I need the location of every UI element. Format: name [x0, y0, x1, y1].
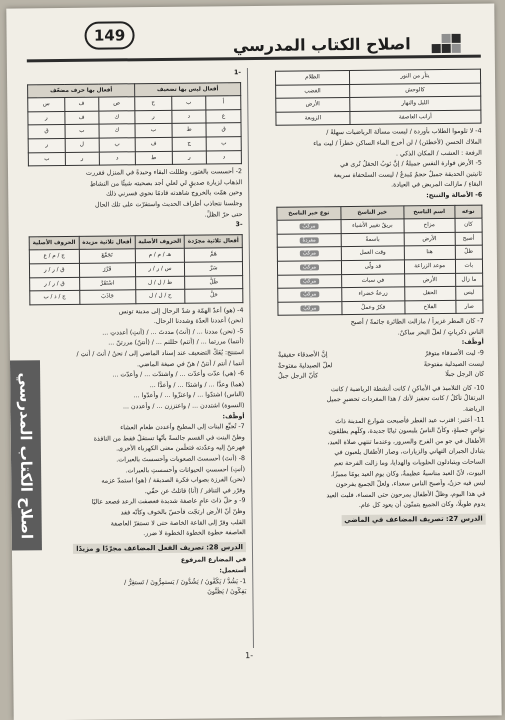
text-line: الرفعة : العشب / المكان الذكي .: [395, 149, 482, 158]
table-header-cell: الحروف الأصلية: [135, 235, 185, 249]
exercise-1-table: [27, 82, 242, 167]
table-cell: ج: [172, 137, 207, 151]
table-cell: ج / م / ع: [29, 250, 79, 264]
text-line: 5- (نحن) مددنا ... / (أنتَ) مددتَ ... / (أنتِ) أعددتِ ...: [102, 327, 244, 337]
table-header-cell: أفعال ثلاثية مزيدة: [79, 235, 135, 249]
table-cell: ب: [99, 138, 136, 152]
table-cell: [278, 301, 342, 315]
pair-left: 9- ليت الأصدقاء متوفرٌ: [424, 349, 484, 358]
table-cell: ما زال: [455, 273, 483, 287]
type-badge: مركبٌ: [300, 278, 319, 284]
textbook-page: [6, 3, 501, 720]
column-divider: [247, 68, 254, 648]
text-line: الأطفال في جو من الفرح والسرور، وعندما تنتهي صلاة العيد،: [327, 437, 485, 447]
table-cell: هَمَّ: [185, 248, 243, 262]
table-cell: ع: [206, 109, 241, 123]
text-line: 1- يَشُدُّ / يَكُفُّونَ / يَشُدُّونَ / يَستمِرُّونَ / تَستقِرُّ /: [124, 577, 247, 586]
table-cell: وقت العمل: [341, 246, 404, 260]
table-cell: ر: [135, 110, 172, 124]
lesson-28-title: الدرس 28: تصريف الفعل المضاعف مجرّدًا و مزيدًا: [73, 542, 246, 554]
text-line: وظنّ البنت في القسم جالسةً بأنّها تستقلّ فقط من النافذة: [93, 433, 245, 443]
table-cell: ق / ر / ر: [29, 263, 79, 277]
text-line: استنتج: يُفَكُّ التضعيف عند إسناد الماضي إلى / نحنُ / أنتَ / أنتِ /: [76, 349, 244, 358]
text-line: 4- (هو) أعدّ الهمّة و شدّ الرحال إلى مدينة تونس: [118, 306, 244, 316]
type-badge: مركبٌ: [300, 264, 319, 270]
table-cell: الحقل: [405, 286, 456, 300]
table-header-cell: الحروف الأصلية: [29, 236, 79, 250]
table-cell: ب: [135, 124, 172, 138]
text-line: 7- كان المطر غزيراً / مازالت الطائرة جاثمةً / أصبح: [350, 317, 484, 327]
verb-table: [276, 204, 483, 316]
table-cell: كالوحش: [349, 83, 480, 98]
table-cell: ف: [135, 137, 172, 151]
table-cell: ق: [206, 123, 241, 137]
exercise-label: -3: [235, 221, 243, 229]
table-cell: الزوبعة: [276, 111, 350, 125]
table-cell: ط: [172, 123, 207, 137]
table-cell: ق / ر / ر: [30, 277, 80, 291]
table-cell: ر: [172, 151, 207, 165]
text-line: وقرّر في التنافر / (أنا) قاتلتُ عن حقّي.: [144, 486, 246, 495]
table-header-cell: أفعال بها حرف مضعّف: [28, 83, 135, 98]
text-line: يتبادل الجيران التهاني والزيارات، وصار الأطفال يلعبون في: [334, 447, 485, 457]
table-cell: ق: [28, 125, 65, 139]
text-line: يدوم طويلًا، وكان الجميع يتمنّون أن يعود كل عام.: [358, 500, 486, 510]
table-cell: ف: [65, 111, 99, 125]
table-cell: أصبح: [455, 232, 483, 246]
text-line: (النسوة) اشتددن ... / واعتززن ... / وأعددن ...: [122, 402, 245, 411]
right-column: [275, 66, 486, 530]
table-cell: ط: [135, 151, 172, 165]
table-cell: الأرض: [404, 232, 455, 246]
left-column: [27, 68, 247, 600]
table-cell: ر: [28, 111, 65, 125]
lesson-27-title: الدرس 27: تصريف المضاعف في الماضي: [341, 514, 486, 526]
table-cell: د: [207, 150, 242, 164]
table-cell: ح / ل / ل: [135, 289, 185, 303]
table-cell: [278, 274, 342, 288]
table-header-cell: خبر الناسخ: [341, 205, 404, 219]
type-badge: مفردةٌ: [299, 237, 318, 243]
text-line: (نحن) الفرزة بصواب فكرة الصديقة / (هو) استمدّ عزمه: [101, 476, 246, 485]
table-header-cell: أفعال ليس بها تضعيف: [135, 82, 241, 97]
text-line: 7- تُجبِّع البنات إلى المطبخ وأعددن طعام العشاء: [120, 423, 245, 432]
text-line: الرياضة.: [462, 405, 485, 413]
text-line: الساحات ويتبادلون الحلويات والهدايا، وما زالت الفرحة تعم: [334, 458, 486, 468]
text-line: يَفِكُّونَ / يَظُنُّونَ: [207, 588, 247, 596]
text-line: وجلسنا نتجاذب أطراف الحديث واستقرّت على تلك الحال: [94, 200, 243, 209]
text-line: فهرعنّ إليه وعدّدته فتعلّمن معنى الكهرباء الأخرى.: [116, 444, 245, 453]
table-cell: الأرض: [276, 98, 350, 112]
table-header-cell: اسم الناسخ: [404, 205, 455, 219]
table-cell: ص: [98, 97, 135, 111]
text-line: ثانيتين الحديقة جميلٌ حجمٌ مُبدعٌ / ليست السلحفاة سريعة: [333, 170, 483, 179]
text-line: (نحن) أعددنا العدّة وشددنا الرحال.: [153, 317, 244, 326]
text-line: البقاءِ / مازالت المريض في العيادة.: [391, 180, 483, 189]
table-cell: هـ / م / م: [135, 249, 185, 263]
table-cell: أ: [206, 96, 241, 110]
text-line: (أنتِ) أحسستِ الحيوانات وأحسستِ بالعبرات.: [125, 465, 246, 474]
table-row: [30, 289, 243, 305]
table-cell: ب: [65, 124, 99, 138]
table-cell: باسمةٌ: [341, 233, 404, 247]
header-squares-decoration: [421, 34, 461, 56]
type-badge: مركبٌ: [299, 223, 318, 229]
table-cell: الفلاح: [405, 300, 456, 314]
text-line: حتى حرّ الظلِّ.: [204, 210, 243, 219]
table-cell: سَرَّ: [185, 262, 243, 276]
text-line: البرتقالُ تأكلُ / كانت تحفيز لأنك / هذا المفردات تحضيرٍ جميل: [326, 395, 485, 404]
table-cell: مزاح: [404, 219, 455, 233]
table-header-cell: أفعال ثلاثية مجرّدة: [184, 234, 242, 248]
text-line: وحين همّت بالخروج شاهدته قادمًا نحوي فسرني ذلك: [106, 189, 243, 198]
exercise-3-table: [29, 234, 244, 305]
table-cell: ر: [28, 138, 65, 152]
type-badge: مركبٌ: [300, 291, 319, 297]
text-line: الناس ذكرياتٍ / لعلّ البحر ساكنٌ.: [397, 328, 484, 337]
text-line: الذهاب لزيارة صديقٍ لي لعلي أجد بصحبته شيئًا من النشاطِ: [89, 178, 243, 188]
pair-left: ليست الصيدلية مفتوحةً: [423, 360, 485, 368]
table-header-cell: نوعه: [454, 205, 482, 219]
text-line: الملاك الحسن (لأخطئن) / لن أخرج الماء الساكن خطراً / ليت ماء: [313, 138, 482, 148]
table-cell: [277, 220, 341, 234]
text-line: 5- الأرض فوارة النفس جميلةٌ / إنَّ ثوبُ الحقلُ تُرى في: [340, 159, 482, 169]
text-line: 6- (هي) عدّت وأعدّت ... / واشتدّت ... / وأعدّت ...: [112, 370, 245, 379]
table-cell: فكرٌ وعملٌ: [342, 301, 405, 315]
table-cell: زرعةٌ خضراء: [341, 287, 404, 301]
table-cell: ب: [28, 152, 65, 166]
pair-left: كان الرجل جبلًا: [445, 370, 485, 379]
sub-heading: أوظّف:: [222, 412, 245, 420]
table-cell: [277, 247, 341, 261]
table-cell: ح: [135, 97, 172, 111]
text-line: (الناس) اشتدّوا ... / واعتزّوا ... / وأعدّوا ...: [133, 391, 245, 400]
footer-number: 1-: [245, 651, 254, 661]
table-row: [28, 150, 241, 166]
header-title: اصلاح الكتاب المدرسي: [232, 34, 411, 56]
table-cell: ظلّ: [455, 245, 483, 259]
table-cell: هنا: [404, 246, 455, 260]
text-line: 4- لا تلوموا الطلاب بأوردة / ليست مسألة الرياضيات سهلةً /: [326, 127, 482, 137]
text-line: وظنّ أنّ الأرض ارتجّت فأحسّ بالخوف وكأنّه فقد: [120, 508, 246, 517]
table-row: [276, 110, 481, 126]
table-cell: [277, 260, 341, 274]
table-cell: [277, 233, 341, 247]
text-line: 9- و حلّ ذاتَ عامٍ عاصفة شديدة فعصفت الرعد فصعد عاليًا: [91, 497, 246, 507]
top-vocab-table: [275, 69, 482, 127]
table-cell: كان: [455, 218, 483, 232]
table-cell: س / ر / ر: [135, 262, 185, 276]
table-cell: جَاذَبَ: [79, 290, 135, 304]
table-cell: ب: [171, 96, 206, 110]
text-line: 10- كان التلاميذ في الأماكنِ / كانت أنشطة الرياضية / كانت: [330, 384, 485, 394]
table-cell: بريقٌ تغيير الأشياء: [341, 219, 404, 233]
type-badge: مركبٌ: [300, 305, 319, 311]
table-cell: د: [172, 110, 207, 124]
sub-heading: أوظّف:: [461, 339, 484, 347]
text-line: البيوت، لأنّ العيد مناسبةٌ عظيمةٌ، وكان يوم العيد يومًا مميزًا،: [330, 469, 486, 478]
table-cell: ف: [65, 97, 99, 111]
table-cell: ليس: [455, 286, 483, 300]
pair-right: كأنّ الرجل جبلٌ: [278, 372, 319, 380]
text-line: ليس فيه حزنٌ، وأصبح الناس سعداء، ولعلّ الجميع يفرحون: [335, 479, 486, 489]
section-heading: 6- الأصالة والتنتج:: [426, 191, 483, 200]
table-cell: يثأر من النور: [349, 69, 480, 84]
table-cell: [278, 288, 342, 302]
table-cell: اسْتَقَرَّ: [79, 276, 135, 290]
page-number: 149: [84, 21, 134, 50]
table-cell: الظلام: [275, 70, 349, 84]
table-cell: قد ولّى: [341, 260, 404, 274]
table-cell: الأرض: [404, 273, 455, 287]
text-line: 8- (أنتَ) أحسستَ الصعوبات وأحسستَ بالعبرات.: [116, 455, 246, 464]
table-cell: س: [28, 98, 65, 112]
text-line: العاصفة خطوة الخطوة الخطوة لا ضرر.: [143, 529, 246, 538]
table-cell: حَلَّ: [185, 289, 243, 303]
table-cell: صار: [455, 300, 483, 314]
table-cell: الليل والنهار: [350, 96, 481, 111]
table-cell: ب: [206, 137, 241, 151]
text-line: 11- أعتبر: اقترب عيد الفطر فأصبحت شوارع المدينة ذاتَ: [335, 416, 485, 425]
table-cell: ك: [99, 124, 136, 138]
table-cell: قَرَّرَ: [79, 263, 135, 277]
table-cell: أرانب العاصفة: [350, 110, 481, 125]
text-line: 2- أحسست بالفتور، وظللت البقاء وحيدةً في المنزل فقررت: [85, 168, 243, 177]
table-cell: ك: [98, 111, 135, 125]
table-cell: موعد الزراعة: [404, 259, 455, 273]
table-cell: ل: [65, 138, 99, 152]
table-cell: ر: [65, 152, 99, 166]
text-line: (هما) وعدَّا ... / واشتدّا ... / وأعدَّا ...: [149, 380, 245, 389]
table-cell: د: [99, 151, 136, 165]
practice-label: أستعمل:: [219, 567, 247, 575]
side-tab-label: اصلاح الكتاب المدرسي: [10, 360, 42, 550]
pair-right: لعلّ الصيدليةَ مفتوحةٌ: [278, 361, 333, 370]
table-cell: في سبات: [341, 273, 404, 287]
type-badge: مركبٌ: [300, 251, 319, 257]
table-cell: ج / ذ / ب: [30, 290, 80, 304]
table-cell: الغضب: [276, 84, 350, 98]
table-cell: ظَلَّ: [185, 275, 243, 289]
text-line: أنتما / أنتم / أنتنّ / هنّ في صيغة الماضي.: [136, 359, 245, 368]
table-header-cell: نوع خبر الناسخ: [277, 206, 341, 220]
pair-right: إنَّ الأصدقاء حقيقيةٌ: [277, 351, 328, 359]
text-line: نواصٍ جميلةٍ، وكأنّ الناسُ يلبسون ثيابًا جديدة، وكلُّهم يطلقون: [328, 426, 485, 436]
exercise-label: -1: [233, 69, 242, 77]
text-line: القلب وفرّ إلى القاعة الخاصة حتى لا تستقرّ العاصفة: [110, 518, 246, 528]
table-row: [278, 300, 483, 316]
table-cell: ظ / ل / ل: [135, 276, 185, 290]
text-line: في هذا اليوم، وظلّ الأطفال يمرحون حتى المساء، فليت العيد: [326, 490, 486, 500]
table-cell: بات: [455, 259, 483, 273]
lesson-28-subtitle: في المضارع المرفوع: [180, 556, 247, 565]
table-cell: تَجَمَّعَ: [79, 249, 135, 263]
text-line: (أنتما) مررتما ... / (أنتم) حللتم ... / (أنتنّ) مررتنّ ...: [108, 338, 244, 347]
